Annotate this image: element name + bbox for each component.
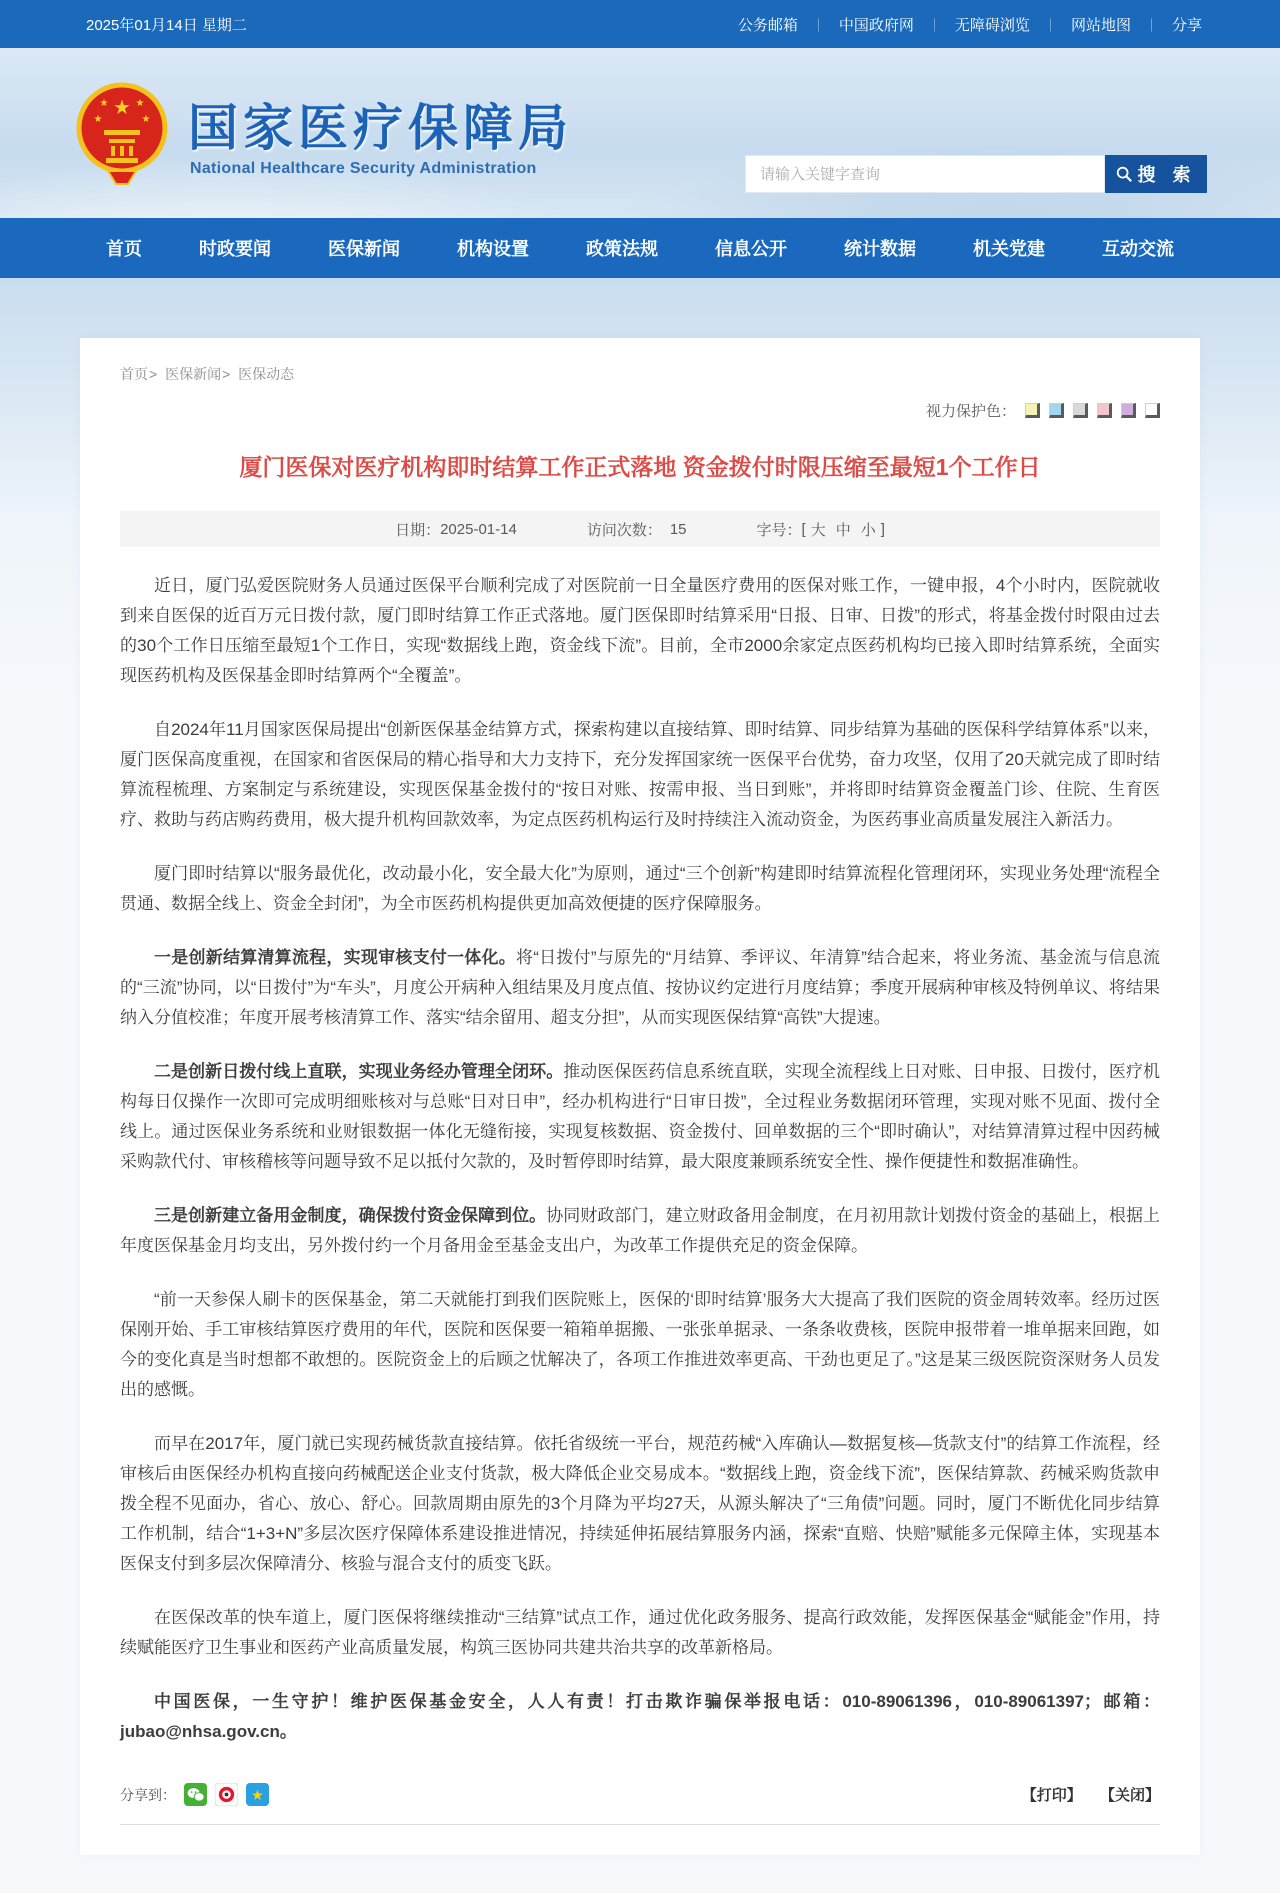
visits-count: 15 — [669, 520, 687, 538]
content-card — [80, 338, 1200, 1855]
search-button-label: 搜 索 — [1137, 165, 1197, 185]
nav-item-5[interactable]: 政策法规 — [586, 239, 658, 259]
paragraph-lead: 三是创新建立备用金制度，确保拨付资金保障到位。 — [154, 1206, 547, 1226]
font-size-label: 字号： — [756, 521, 802, 539]
current-date: 2025年01月14日 星期二 — [86, 16, 247, 34]
article-paragraph: “前一天参保人刷卡的医保基金，第二天就能打到我们医院账上，医保的‘即时结算’服务大大提高了我们医院的资金周转效率。经历过医保刚开始、手工审核结算医疗费用的年代，医院和医保要一箱箱单据搬、一张张单据录、一条条收费核，医院申报带着一堆单据来回跑，如今的变化真是当时想都不敢想的。医院资金上的后顾之忧解决了，各项工作推进效率更高、干劲也更足了。”这是某三级医院资深财务人员发出的感慨。 — [120, 1290, 1160, 1400]
bracket-close: ] — [880, 520, 885, 538]
eye-color-swatch-4[interactable] — [1097, 403, 1112, 418]
eye-color-swatch-5[interactable] — [1121, 403, 1136, 418]
site-header-banner — [0, 48, 1280, 218]
nav-item-9[interactable]: 互动交流 — [1102, 239, 1174, 259]
national-emblem-icon — [76, 82, 168, 191]
eye-color-swatch-1[interactable] — [1025, 403, 1040, 418]
search-icon — [1115, 165, 1133, 183]
wechat-icon[interactable] — [184, 1783, 207, 1806]
separator: ｜ — [811, 17, 825, 33]
separator: ｜ — [1144, 17, 1158, 33]
visits-label: 访问次数： — [586, 521, 662, 539]
date-label: 日期： — [395, 521, 441, 539]
article-title: 厦门医保对医疗机构即时结算工作正式落地 资金拨付时限压缩至最短1个工作日 — [239, 454, 1041, 480]
breadcrumb-link-2[interactable]: 医保新闻 — [165, 366, 222, 382]
topbar-links — [738, 14, 1202, 35]
page-background — [0, 278, 1280, 1893]
font-size-options — [806, 519, 881, 540]
site-title: 国家医疗保障局 — [188, 100, 573, 156]
top-utility-bar — [0, 0, 1280, 48]
topbar-link-2[interactable]: 中国政府网 — [838, 16, 914, 34]
nav-item-6[interactable]: 信息公开 — [715, 239, 787, 259]
article-paragraph: 一是创新结算清算流程，实现审核支付一体化。将“日拨付”与原先的“月结算、季评议、年清算”结合起来，将业务流、基金流与信息流的“三流”协同，以“日拨付”为“车头”，月度公开病种入组结果及月度点值、按协议约定进行月度结算；季度开展病种审核及特例单议、将结果纳入分值校准；年度开展考核清算工作、落实“结余留用、超支分担”，从而实现医保结算“高铁”大提速。 — [120, 948, 1160, 1028]
bracket-open: [ — [801, 520, 806, 538]
svg-text:★: ★ — [135, 98, 145, 109]
article-date: 2025-01-14 — [440, 520, 517, 538]
breadcrumb-separator: > — [222, 366, 235, 382]
article-paragraph: 而早在2017年，厦门就已实现药械货款直接结算。依托省级统一平台，规范药械“入库确认—数据复核—货款支付”的结算工作流程，经审核后由医保经办机构直接向药械配送企业支付货款，极大降低企业交易成本。“数据线上跑，资金线下流”，医保结算款、药械采购货款申拨全程不见面办，省心、放心、舒心。回款周期由原先的3个月降为平均27天，从源头解决了“三角债”问题。同时，厦门不断优化同步结算工作机制，结合“1+3+N”多层次医疗保障体系建设推进情况，持续延伸拓展结算服务内涵，探索“直赔、快赔”赋能多元保障主体，实现基本医保支付到多层次保障清分、核验与混合支付的质变飞跃。 — [120, 1434, 1160, 1574]
article-paragraph: 近日，厦门弘爱医院财务人员通过医保平台顺利完成了对医院前一日全量医疗费用的医保对账工作，一键申报，4个小时内，医院就收到来自医保的近百万元日拨付款，厦门即时结算工作正式落地。厦门医保即时结算采用“日报、日审、日拨”的形式，将基金拨付时限由过去的30个工作日压缩至最短1个工作日，实现“数据线上跑，资金线下流”。目前，全市2000余家定点医药机构均已接入即时结算系统，全面实现医药机构及医保基金即时结算两个“全覆盖”。 — [120, 576, 1160, 686]
main-nav — [0, 218, 1280, 278]
print-button[interactable]: 【打印】 — [1021, 1787, 1082, 1805]
article-paragraph: 在医保改革的快车道上，厦门医保将继续推动“三结算”试点工作，通过优化政务服务、提高行政效能，发挥医保基金“赋能金”作用，持续赋能医疗卫生事业和医药产业高质量发展，构筑三医协同共建共治共享的改革新格局。 — [120, 1608, 1160, 1658]
paragraph-lead: 一是创新结算清算流程，实现审核支付一体化。 — [154, 948, 517, 968]
nav-item-3[interactable]: 医保新闻 — [328, 239, 400, 259]
article-paragraph: 中国医保，一生守护！维护医保基金安全，人人有责！打击欺诈骗保举报电话：010-89061396，010-89061397；邮箱：jubao@nhsa.gov.cn。 — [120, 1692, 1160, 1742]
share-icons — [176, 1783, 269, 1806]
font-size-option-1[interactable]: 大 — [810, 521, 826, 539]
separator: ｜ — [927, 17, 941, 33]
nav-item-7[interactable]: 统计数据 — [844, 239, 916, 259]
search-box — [745, 155, 1207, 193]
topbar-link-5[interactable]: 分享 — [1171, 16, 1202, 34]
article-paragraph: 三是创新建立备用金制度，确保拨付资金保障到位。协同财政部门，建立财政备用金制度，在月初用款计划拨付资金的基础上，根据上年度医保基金月均支出，另外拨付约一个月备用金至基金支出户，为改革工作提供充足的资金保障。 — [120, 1206, 1161, 1256]
nav-item-1[interactable]: 首页 — [106, 239, 142, 259]
article-paragraph: 二是创新日拨付线上直联，实现业务经办管理全闭环。推动医保医药信息系统直联，实现全流程线上日对账、日申报、日拨付，医疗机构每日仅操作一次即可完成明细账核对与总账“日对日申”，经办机构进行“日审日拨”，全过程业务数据闭环管理，实现对账不见面、拨付全线上。通过医保业务系统和业财银数据一体化无缝衔接，实现复核数据、资金拨付、回单数据的三个“即时确认”，对结算清算过程中因药械采购款代付、审核稽核等问题导致不足以抵付欠款的，及时暂停即时结算，最大限度兼顾系统安全性、操作便捷性和数据准确性。 — [120, 1062, 1161, 1172]
eye-color-swatch-3[interactable] — [1073, 403, 1088, 418]
close-button[interactable]: 【关闭】 — [1099, 1787, 1160, 1805]
article-paragraph: 自2024年11月国家医保局提出“创新医保基金结算方式，探索构建以直接结算、即时结算、同步结算为基础的医保科学结算体系”以来，厦门医保高度重视，在国家和省医保局的精心指导和大力支持下，充分发挥国家统一医保平台优势，奋力攻坚，仅用了20天就完成了即时结算流程梳理、方案制定与系统建设，实现医保基金拨付的“按日对账、按需申报、当日到账”，并将即时结算资金覆盖门诊、住院、生育医疗、救助与药店购药费用，极大提升机构回款效率，为定点医药机构运行及时持续注入流动资金，为医药事业高质量发展注入新活力。 — [120, 720, 1160, 830]
topbar-link-1[interactable]: 公务邮箱 — [737, 16, 798, 34]
svg-text:★: ★ — [113, 97, 131, 119]
eye-protection-row — [120, 400, 1160, 421]
nav-item-2[interactable]: 时政要闻 — [199, 239, 271, 259]
article-body — [120, 571, 1160, 1747]
breadcrumb-separator: > — [149, 366, 162, 382]
topbar-link-3[interactable]: 无障碍浏览 — [954, 16, 1030, 34]
article-actions — [1008, 1784, 1160, 1805]
nav-item-8[interactable]: 机关党建 — [973, 239, 1045, 259]
topbar-link-4[interactable]: 网站地图 — [1070, 16, 1131, 34]
footer-divider — [120, 1824, 1160, 1825]
weibo-icon[interactable] — [215, 1783, 238, 1806]
eye-protection-label: 视力保护色： — [925, 403, 1016, 420]
breadcrumb-link-3[interactable]: 医保动态 — [238, 366, 295, 382]
share-row — [120, 1783, 1160, 1806]
site-subtitle: National Healthcare Security Administration — [190, 160, 537, 177]
main-nav-items — [80, 218, 1200, 278]
share-label: 分享到： — [120, 1786, 176, 1803]
search-input[interactable] — [745, 155, 1105, 193]
breadcrumb-link-1[interactable]: 首页 — [120, 366, 148, 382]
search-button[interactable] — [1105, 155, 1207, 193]
separator: ｜ — [1043, 17, 1057, 33]
nav-item-4[interactable]: 机构设置 — [457, 239, 529, 259]
eye-color-swatch-6[interactable] — [1145, 403, 1160, 418]
font-size-option-2[interactable]: 中 — [835, 521, 851, 539]
qzone-icon[interactable] — [246, 1783, 269, 1806]
article-paragraph: 厦门即时结算以“服务最优化，改动最小化，安全最大化”为原则，通过“三个创新”构建即时结算流程化管理闭环，实现业务处理“流程全贯通、数据全线上、资金全封闭”，为全市医药机构提供更加高效便捷的医疗保障服务。 — [120, 864, 1160, 914]
svg-text:★: ★ — [251, 1787, 264, 1804]
svg-text:★: ★ — [99, 98, 109, 109]
svg-text:★: ★ — [93, 114, 103, 125]
svg-text:★: ★ — [141, 114, 151, 125]
article-meta-bar — [120, 511, 1160, 547]
eye-protection-swatches — [1016, 403, 1160, 418]
font-size-option-3[interactable]: 小 — [860, 521, 876, 539]
eye-color-swatch-2[interactable] — [1049, 403, 1064, 418]
breadcrumb — [120, 364, 1160, 384]
paragraph-lead: 二是创新日拨付线上直联，实现业务经办管理全闭环。 — [154, 1062, 564, 1082]
